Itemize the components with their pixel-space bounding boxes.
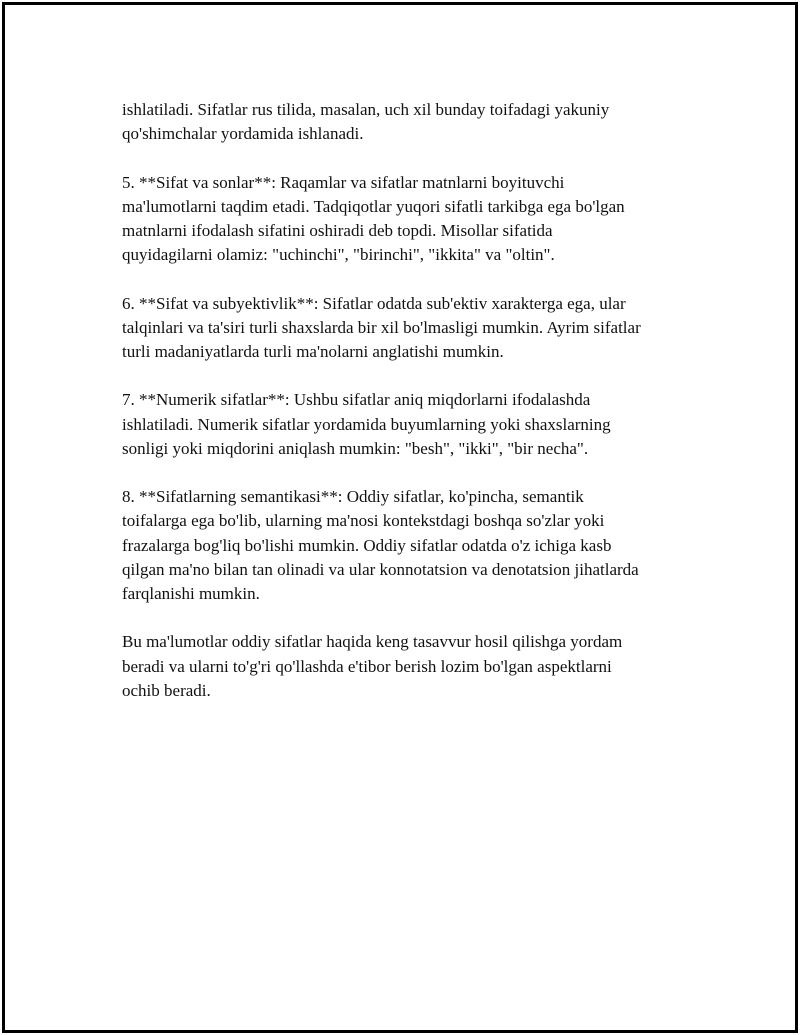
text-line: 5. **Sifat va sonlar**: Raqamlar va sifatlar matnlarni boyituvchi — [122, 172, 565, 192]
text-line: talqinlari va ta'siri turli shaxslarda bir xil bo'lmasligi mumkin. Ayrim sifatlar — [122, 317, 641, 337]
text-line: 6. **Sifat va subyektivlik**: Sifatlar odatda sub'ektiv xarakterga ega, ular — [122, 293, 626, 313]
page-frame — [2, 2, 798, 1033]
text-line: frazalarga bog'liq bo'lishi mumkin. Oddiy sifatlar odatda o'z ichiga kasb — [122, 535, 612, 555]
text-line: toifalarga ega bo'lib, ularning ma'nosi kontekstdagi boshqa so'zlar yoki — [122, 511, 605, 531]
paragraph-item-8 — [122, 485, 722, 606]
text-line: ishlatiladi. Numerik sifatlar yordamida buyumlarning yoki shaxslarning — [122, 414, 611, 434]
text-line: qilgan ma'no bilan tan olinadi va ular konnotatsion va denotatsion jihatlarda — [122, 559, 639, 579]
text-line: turli madaniyatlarda turli ma'nolarni anglatishi mumkin. — [122, 342, 504, 361]
text-line: matnlarni ifodalash sifatini oshiradi deb topdi. Misollar sifatida — [122, 221, 553, 240]
paragraph-item-7 — [122, 388, 722, 461]
text-line: qo'shimchalar yordamida ishlanadi. — [122, 124, 364, 144]
text-line: ishlatiladi. Sifatlar rus tilida, masalan, uch xil bunday toifadagi yakuniy — [122, 100, 610, 119]
document-body — [122, 98, 722, 727]
text-line: farqlanishi mumkin. — [122, 584, 260, 603]
text-line: ochib beradi. — [122, 680, 211, 700]
text-line: ma'lumotlarni taqdim etadi. Tadqiqotlar yuqori sifatli tarkibga ega bo'lgan — [122, 196, 625, 216]
text-line: quyidagilarni olamiz: "uchinchi", "birinchi", "ikkita" va "oltin". — [122, 245, 555, 265]
text-line: 8. **Sifatlarning semantikasi**: Oddiy sifatlar, ko'pincha, semantik — [122, 487, 584, 507]
text-line: 7. **Numerik sifatlar**: Ushbu sifatlar aniq miqdorlarni ifodalashda — [122, 390, 591, 410]
text-line: sonligi yoki miqdorini aniqlash mumkin: "besh", "ikki", "bir necha". — [122, 438, 589, 458]
paragraph-continuation — [122, 98, 722, 146]
paragraph-item-5 — [122, 171, 722, 268]
paragraph-conclusion — [122, 630, 722, 703]
text-line: beradi va ularni to'g'ri qo'llashda e'tibor berish lozim bo'lgan aspektlarni — [122, 656, 612, 676]
text-line: Bu ma'lumotlar oddiy sifatlar haqida keng tasavvur hosil qilishga yordam — [122, 632, 623, 652]
paragraph-item-6 — [122, 292, 722, 365]
